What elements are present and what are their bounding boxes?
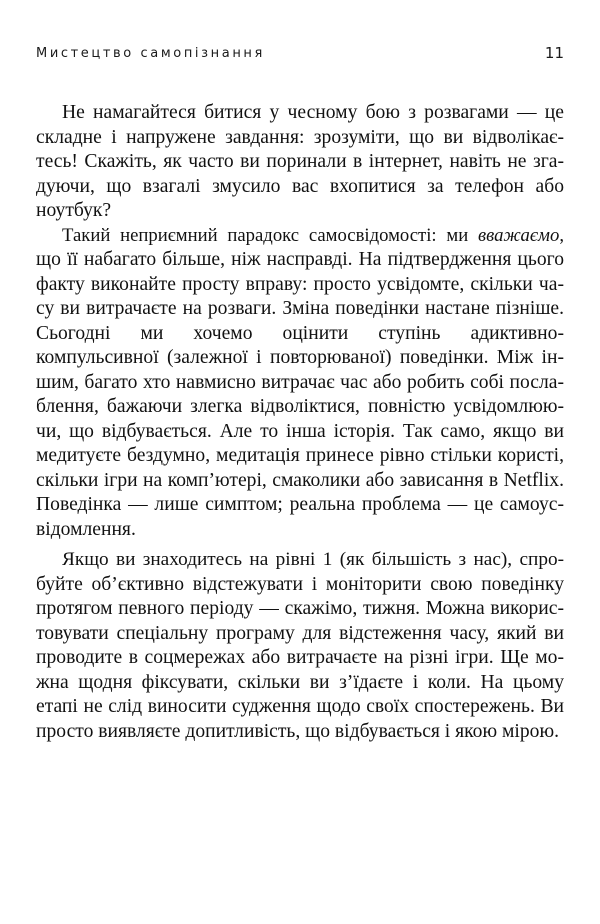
text-line: Сьогодні ми хочемо оцінити ступінь адиктивно- <box>36 322 564 344</box>
book-title: Мистецтво самопізнання <box>36 46 265 61</box>
text-line <box>36 224 564 249</box>
paragraph-3 <box>36 548 564 744</box>
text-line: жна щодня фіксувати, скільки ви з’їдаєте і коли. На цьому <box>36 671 564 693</box>
text-line: су ви витрачаєте на розваги. Зміна поведінки настане пізніше. <box>36 298 564 319</box>
text-line: етапі не слід виносити судження щодо своїх спостережень. Ви <box>36 696 564 717</box>
text-line: відомлення. <box>36 518 136 540</box>
page-number: 11 <box>544 44 564 62</box>
text-line: Поведінка — лише симптом; реальна проблема — це самоус- <box>36 494 564 515</box>
text-line: проводите в соцмережах або витрачаєте на різні ігри. Ще мо- <box>36 647 564 668</box>
text-line: що її набагато більше, ніж насправді. На підтвердження цього <box>36 249 564 270</box>
text-line: компульсивної (залежної і повторюваної) поведінки. Між ін- <box>36 347 564 368</box>
text-line: дуючи, що взагалі змусило вас вхопитися за телефон або <box>36 175 564 197</box>
emphasis-word: вважаємо <box>477 224 560 246</box>
text-line: Не намагайтеся битися у чесному бою з розвагами — це <box>62 102 564 123</box>
text-run: Такий неприємний парадокс самосвідомості: ми <box>62 224 478 246</box>
body-text <box>36 101 564 744</box>
text-line: просто виявляєте допитливість, що відбувається і якою мірою. <box>36 720 559 742</box>
running-header <box>36 44 564 68</box>
text-line: шим, багато хто навмисно витрачає час або робить собі посла- <box>36 371 564 393</box>
paragraph-2 <box>36 224 564 543</box>
text-line: чи, що відбувається. Але то інша історія. Так само, якщо ви <box>36 420 564 442</box>
text-line: товувати спеціальну програму для відстеження часу, який ви <box>36 622 564 644</box>
text-line: тесь! Скажіть, як часто ви поринали в інтернет, навіть не зга- <box>36 151 564 172</box>
text-line: Якщо ви знаходитесь на рівні 1 (як більшість з нас), спро- <box>62 549 564 570</box>
paragraph-1 <box>36 101 564 224</box>
text-line: складне і напружене завдання: зрозуміти, що ви відволікає- <box>36 126 564 148</box>
text-line: буйте об’єктивно відстежувати і моніторити свою поведінку <box>36 573 564 595</box>
text-line: медитуєте бездумно, медитація принесе рівно стільки користі, <box>36 445 564 466</box>
text-line: факту виконайте просту вправу: просто усвідомте, скільки ча- <box>36 273 564 295</box>
text-line: протягом певного періоду — скажімо, тижня. Можна викорис- <box>36 598 564 619</box>
text-line: ноутбук? <box>36 200 112 221</box>
text-line: скільки ігри на комп’ютері, смаколики або зависання в Netflix. <box>36 469 564 491</box>
text-line: блення, бажаючи злегка відволіктися, повністю усвідомлюю- <box>36 396 564 417</box>
text-run: , <box>559 224 564 246</box>
